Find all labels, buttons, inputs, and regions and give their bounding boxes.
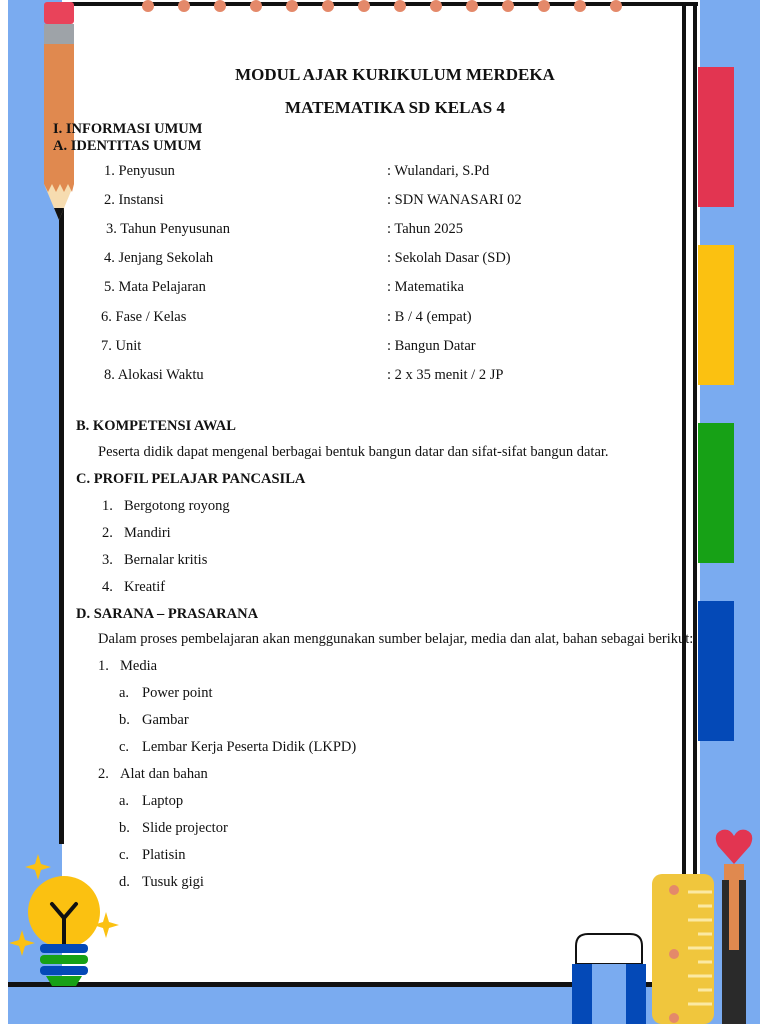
profil-number: 3.	[102, 552, 113, 568]
identity-label: 7. Unit	[101, 338, 142, 354]
identity-label: 8. Alokasi Waktu	[104, 367, 204, 383]
binder-ring	[322, 0, 334, 12]
sarana-prasarana-text: Dalam proses pembelajaran akan menggunakan sumber belajar, media dan alat, bahan sebagai berikut:	[98, 631, 694, 647]
lightbulb-icon	[6, 852, 122, 986]
identity-label: 5. Mata Pelajaran	[104, 279, 206, 295]
media-item: Power point	[142, 685, 213, 701]
list-letter: c.	[119, 739, 130, 755]
alat-item: Slide projector	[142, 820, 228, 836]
identity-label: 2. Instansi	[104, 192, 164, 208]
profil-number: 1.	[102, 498, 113, 514]
list-letter: b.	[119, 820, 130, 836]
binder-ring	[430, 0, 442, 12]
ruler-icon	[652, 874, 714, 1024]
media-item: Lembar Kerja Peserta Didik (LKPD)	[142, 739, 357, 755]
kompetensi-awal-text: Peserta didik dapat mengenal berbagai bentuk bangun datar dan sifat-sifat bangun datar.	[98, 444, 609, 460]
profil-number: 2.	[102, 525, 113, 541]
binder-ring	[178, 0, 190, 12]
binder-ring	[142, 0, 154, 12]
identity-label: 1. Penyusun	[104, 163, 175, 179]
section-heading-kompetensi-awal: B. KOMPETENSI AWAL	[76, 418, 236, 434]
list-letter: c.	[119, 847, 130, 863]
section-heading-sarana-prasarana: D. SARANA – PRASARANA	[76, 606, 259, 622]
profil-item: Kreatif	[124, 579, 166, 595]
media-item: Gambar	[142, 712, 189, 728]
tab-red	[698, 67, 734, 207]
background-bottom	[8, 984, 760, 1024]
identity-value: : Matematika	[387, 279, 464, 295]
binder-ring	[610, 0, 622, 12]
section-heading-informasi-umum: I. INFORMASI UMUM	[53, 121, 203, 137]
profil-number: 4.	[102, 579, 113, 595]
section-heading-profil-pelajar: C. PROFIL PELAJAR PANCASILA	[76, 471, 306, 487]
identity-value: : SDN WANASARI 02	[387, 192, 522, 208]
binder-ring	[394, 0, 406, 12]
list-letter: b.	[119, 712, 130, 728]
frame-top-line	[62, 2, 698, 6]
profil-item: Mandiri	[124, 525, 171, 541]
identity-value: : Wulandari, S.Pd	[387, 163, 490, 179]
tab-green	[698, 423, 734, 563]
binder-ring	[538, 0, 550, 12]
list-letter: d.	[119, 874, 130, 890]
frame-left-line	[59, 200, 64, 844]
alat-heading: Alat dan bahan	[120, 766, 208, 782]
identity-value: : B / 4 (empat)	[387, 309, 472, 325]
identity-value: : Bangun Datar	[387, 338, 476, 354]
list-number: 2.	[98, 766, 109, 782]
alat-item: Tusuk gigi	[142, 874, 204, 890]
frame-right-line-2	[693, 2, 697, 932]
binder-ring	[574, 0, 586, 12]
profil-item: Bergotong royong	[124, 498, 230, 514]
list-number: 1.	[98, 658, 109, 674]
alat-item: Laptop	[142, 793, 184, 809]
profil-item: Bernalar kritis	[124, 552, 208, 568]
section-heading-identitas-umum: A. IDENTITAS UMUM	[53, 138, 202, 154]
binder-ring	[214, 0, 226, 12]
eraser-icon	[572, 932, 646, 1024]
tab-yellow	[698, 245, 734, 385]
heart-pencil-icon	[714, 828, 754, 1024]
document-title: MODUL AJAR KURIKULUM MERDEKA	[235, 65, 555, 84]
identity-label: 6. Fase / Kelas	[101, 309, 187, 325]
frame-right-line-1	[682, 6, 686, 916]
identity-label: 4. Jenjang Sekolah	[104, 250, 214, 266]
identity-label: 3. Tahun Penyusunan	[106, 221, 230, 237]
identity-value: : Sekolah Dasar (SD)	[387, 250, 511, 266]
media-heading: Media	[120, 658, 158, 674]
binder-ring	[466, 0, 478, 12]
identity-value: : Tahun 2025	[387, 221, 464, 237]
binder-ring	[358, 0, 370, 12]
binder-ring	[502, 0, 514, 12]
binder-ring	[250, 0, 262, 12]
binder-ring	[286, 0, 298, 12]
identity-value: : 2 x 35 menit / 2 JP	[387, 367, 504, 383]
document-subtitle: MATEMATIKA SD KELAS 4	[285, 98, 505, 117]
alat-item: Platisin	[142, 847, 186, 863]
list-letter: a.	[119, 793, 130, 809]
list-letter: a.	[119, 685, 130, 701]
tab-blue	[698, 601, 734, 741]
